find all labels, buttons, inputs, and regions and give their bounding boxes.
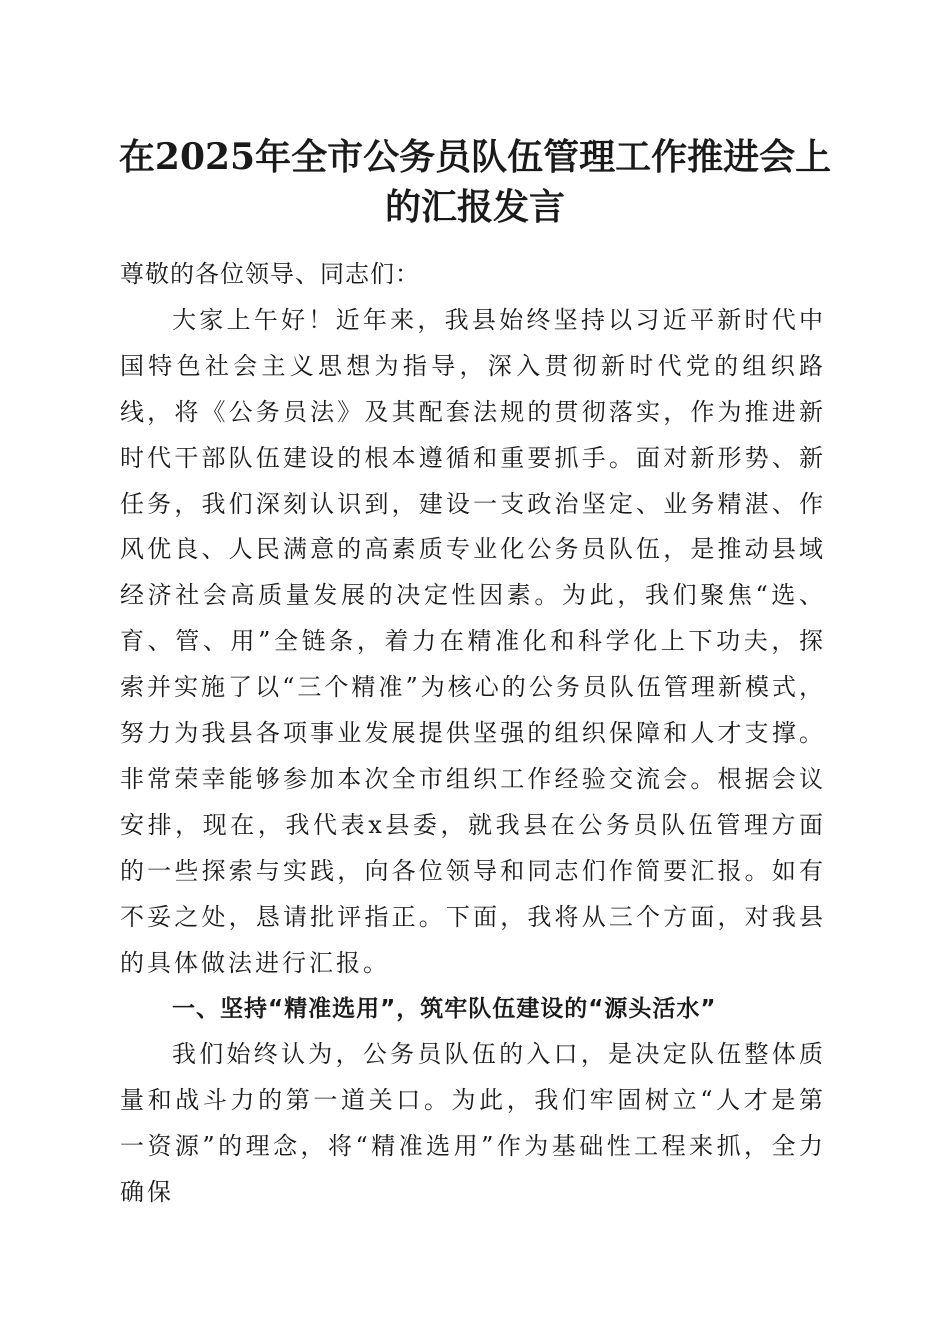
opening-paragraph: 大家上午好！近年来，我县始终坚持以习近平新时代中国特色社会主义思想为指导，深入贯彻新时代党的组织路线，将《公务员法》及其配套法规的贯彻落实，作为推进新时代干部队伍建设的根本遵循和重要抓手。面对新形势、新任务，我们深刻认识到，建设一支政治坚定、业务精湛、作风优良、人民满意的高素质专业化公务员队伍，是推动县域经济社会高质量发展的决定性因素。为此，我们聚焦“选、育、管、用”全链条，着力在精准化和科学化上下功夫，探索并实施了以“三个精准”为核心的公务员队伍管理新模式，努力为我县各项事业发展提供坚强的组织保障和人才支撑。非常荣幸能够参加本次全市组织工作经验交流会。根据会议安排，现在，我代表x县委，就我县在公务员队伍管理方面的一些探索与实践，向各位领导和同志们作简要汇报。如有不妥之处，恳请批评指正。下面，我将从三个方面，对我县的具体做法进行汇报。	[120, 305, 826, 977]
section-heading-1: 一、坚持“精准选用”，筑牢队伍建设的“源头活水”	[172, 995, 717, 1022]
title-line-1: 在2025年全市公务员队伍管理工作推进会上	[118, 136, 832, 178]
document-body	[120, 252, 826, 1216]
title-line-2: 的汇报发言	[384, 186, 565, 228]
section-1-paragraph: 我们始终认为，公务员队伍的入口，是决定队伍整体质量和战斗力的第一道关口。为此，我们牢固树立“人才是第一资源”的理念，将“精准选用”作为基础性工程来抓，全力确保	[120, 1040, 826, 1207]
salutation: 尊敬的各位领导、同志们：	[120, 260, 420, 288]
document-title	[110, 132, 840, 232]
